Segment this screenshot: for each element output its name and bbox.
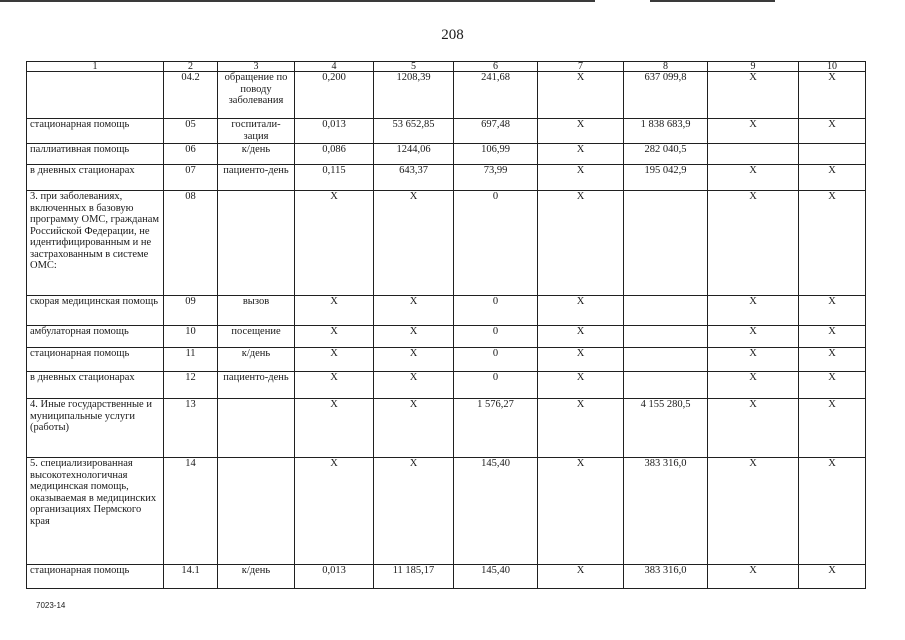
cell-col6: 145,40 [454,458,538,565]
cell-col10: X [799,72,866,119]
cell-col10: X [799,348,866,372]
cell-col4: 0,200 [295,72,374,119]
cell-col4: 0,013 [295,119,374,144]
cell-col6: 697,48 [454,119,538,144]
cell-col6: 145,40 [454,565,538,589]
cell-col9: X [708,72,799,119]
cell-col9: X [708,565,799,589]
top-border-left [0,0,595,2]
data-table [26,61,866,589]
column-header: 9 [708,62,799,72]
table-row [27,326,866,348]
cell-col8: 195 042,9 [624,165,708,191]
row-unit: пациенто-день [218,165,295,191]
cell-col7: X [538,326,624,348]
row-code: 14 [164,458,218,565]
cell-col8 [624,191,708,296]
cell-col5: X [374,296,454,326]
cell-col7: X [538,144,624,165]
cell-col4: 0,086 [295,144,374,165]
row-name: скорая медицинская помощь [27,296,164,326]
cell-col9: X [708,119,799,144]
row-code: 05 [164,119,218,144]
cell-col5: 1244,06 [374,144,454,165]
cell-col9: X [708,326,799,348]
row-code: 04.2 [164,72,218,119]
column-header: 8 [624,62,708,72]
table-row [27,458,866,565]
row-name [27,72,164,119]
cell-col6: 0 [454,191,538,296]
cell-col5: X [374,348,454,372]
cell-col6: 106,99 [454,144,538,165]
cell-col5: X [374,326,454,348]
cell-col7: X [538,119,624,144]
row-unit: вызов [218,296,295,326]
cell-col8: 383 316,0 [624,565,708,589]
cell-col7: X [538,565,624,589]
cell-col7: X [538,72,624,119]
cell-col7: X [538,372,624,399]
cell-col5: X [374,458,454,565]
column-header: 4 [295,62,374,72]
row-name: паллиативная помощь [27,144,164,165]
cell-col10: X [799,326,866,348]
row-code: 10 [164,326,218,348]
cell-col5: 643,37 [374,165,454,191]
cell-col8: 383 316,0 [624,458,708,565]
cell-col5: 53 652,85 [374,119,454,144]
cell-col5: 1208,39 [374,72,454,119]
page-number: 208 [441,27,464,43]
cell-col8: 282 040,5 [624,144,708,165]
row-name: стационарная помощь [27,565,164,589]
row-name: 5. специализированная высокотехнологичная медицинская помощь, оказываемая в медицинских организациях Пермского края [27,458,164,565]
cell-col7: X [538,458,624,565]
cell-col8 [624,326,708,348]
row-unit: к/день [218,144,295,165]
cell-col6: 73,99 [454,165,538,191]
column-header-row [27,62,866,72]
row-unit: пациенто-день [218,372,295,399]
cell-col6: 241,68 [454,72,538,119]
cell-col9: X [708,372,799,399]
column-header: 3 [218,62,295,72]
cell-col10: X [799,565,866,589]
row-code: 09 [164,296,218,326]
row-name: 4. Иные государственные и муниципальные услуги (работы) [27,399,164,458]
cell-col8 [624,348,708,372]
cell-col4: X [295,372,374,399]
cell-col5: X [374,399,454,458]
row-name: в дневных стационарах [27,372,164,399]
cell-col9: X [708,399,799,458]
cell-col4: X [295,348,374,372]
cell-col8 [624,296,708,326]
cell-col6: 0 [454,326,538,348]
cell-col9: X [708,165,799,191]
cell-col10: X [799,372,866,399]
cell-col10: X [799,165,866,191]
row-name: 3. при заболеваниях, включенных в базовую программу ОМС, гражданам Российской Федерации, не идентифицированным и не застрахованным в системе ОМС: [27,191,164,296]
column-header: 6 [454,62,538,72]
cell-col5: X [374,191,454,296]
cell-col10: X [799,399,866,458]
row-unit: к/день [218,565,295,589]
cell-col5: X [374,372,454,399]
table-row [27,372,866,399]
document-code: 7023-14 [36,601,66,610]
cell-col7: X [538,165,624,191]
cell-col4: 0,115 [295,165,374,191]
table-row [27,565,866,589]
row-code: 12 [164,372,218,399]
cell-col4: X [295,458,374,565]
cell-col4: X [295,296,374,326]
table-row [27,296,866,326]
top-border-right [650,0,775,2]
table-row [27,144,866,165]
cell-col8: 637 099,8 [624,72,708,119]
cell-col5: 11 185,17 [374,565,454,589]
cell-col4: X [295,326,374,348]
cell-col10: X [799,191,866,296]
cell-col4: X [295,399,374,458]
cell-col10: X [799,296,866,326]
table-row [27,165,866,191]
row-code: 07 [164,165,218,191]
cell-col7: X [538,191,624,296]
cell-col10 [799,144,866,165]
row-unit: к/день [218,348,295,372]
row-unit [218,458,295,565]
cell-col4: 0,013 [295,565,374,589]
row-name: амбулаторная помощь [27,326,164,348]
row-code: 14.1 [164,565,218,589]
cell-col9: X [708,458,799,565]
row-unit [218,191,295,296]
cell-col6: 0 [454,296,538,326]
cell-col8: 1 838 683,9 [624,119,708,144]
column-header: 1 [27,62,164,72]
row-name: стационарная помощь [27,348,164,372]
table-row [27,72,866,119]
row-unit [218,399,295,458]
cell-col4: X [295,191,374,296]
cell-col6: 0 [454,372,538,399]
row-code: 06 [164,144,218,165]
column-header: 5 [374,62,454,72]
row-code: 13 [164,399,218,458]
cell-col10: X [799,119,866,144]
cell-col9: X [708,296,799,326]
cell-col7: X [538,296,624,326]
cell-col8: 4 155 280,5 [624,399,708,458]
cell-col10: X [799,458,866,565]
table-row [27,119,866,144]
column-header: 7 [538,62,624,72]
row-name: в дневных стационарах [27,165,164,191]
table-row [27,399,866,458]
column-header: 2 [164,62,218,72]
cell-col7: X [538,348,624,372]
cell-col6: 0 [454,348,538,372]
cell-col9: X [708,348,799,372]
row-name: стационарная помощь [27,119,164,144]
row-code: 08 [164,191,218,296]
column-header: 10 [799,62,866,72]
table-row [27,348,866,372]
cell-col9 [708,144,799,165]
cell-col9: X [708,191,799,296]
cell-col6: 1 576,27 [454,399,538,458]
row-unit: посещение [218,326,295,348]
row-code: 11 [164,348,218,372]
cell-col8 [624,372,708,399]
cell-col7: X [538,399,624,458]
row-unit: госпитали-зация [218,119,295,144]
table-row [27,191,866,296]
row-unit: обращение по поводу заболевания [218,72,295,119]
